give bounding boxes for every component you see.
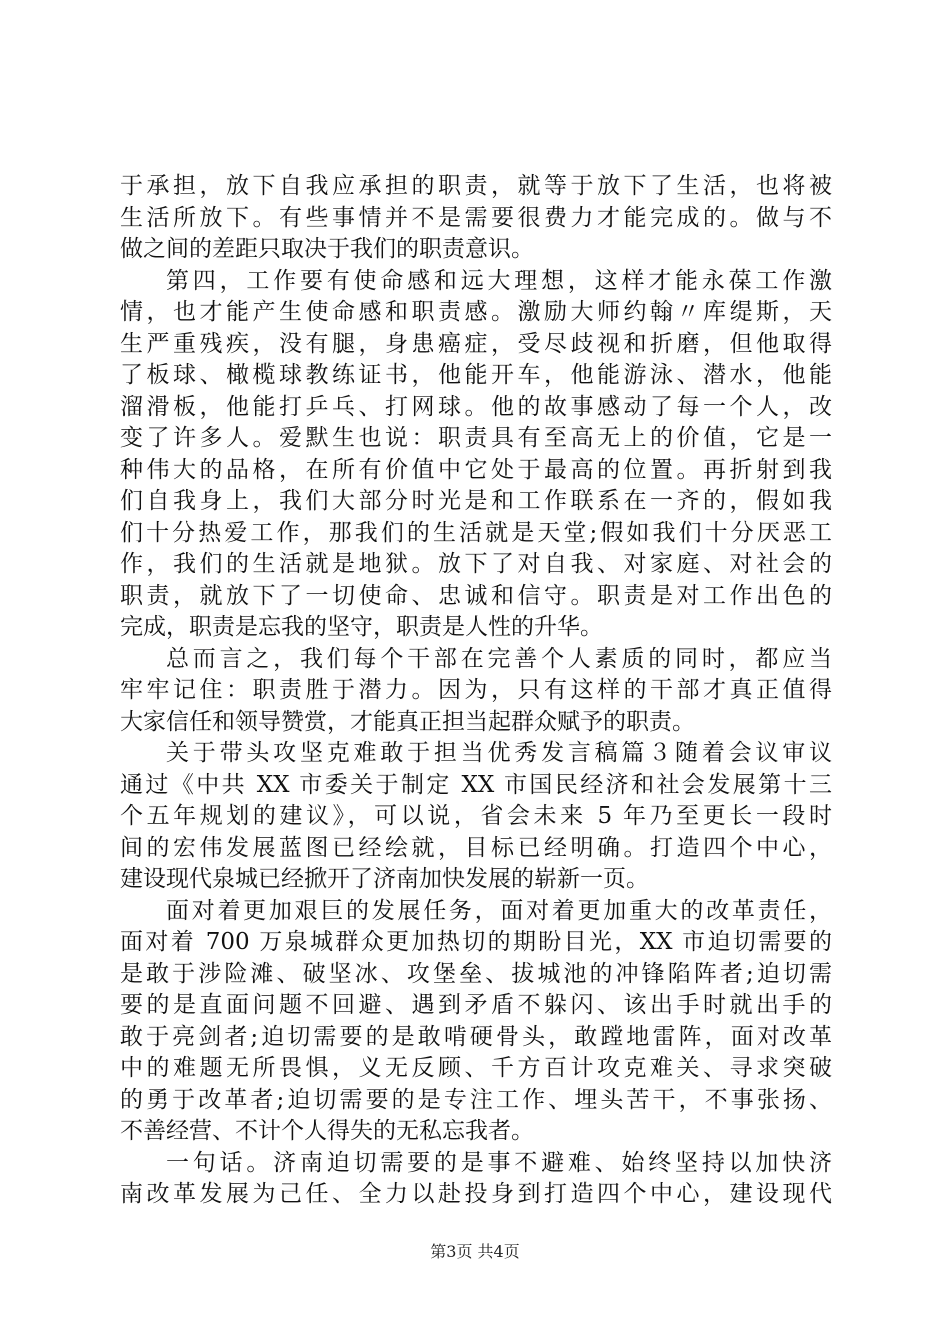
paragraph xyxy=(120,171,832,266)
text-line: 完成，职责是忘我的坚守，职责是人性的升华。 xyxy=(120,614,603,640)
paragraph xyxy=(120,1148,832,1211)
paragraph xyxy=(120,266,832,644)
text-line: 不善经营、不计个人得失的无私忘我者。 xyxy=(120,1118,534,1144)
text-line: 了板球、橄榄球教练证书，他能开车，他能游泳、潜水，他能 xyxy=(120,362,832,388)
text-line: 南改革发展为己任、全力以赴投身到打造四个中心，建设现代 xyxy=(120,1181,832,1207)
text-line: 间的宏伟发展蓝图已经绘就，目标已经明确。打造四个中心， xyxy=(120,834,832,861)
text-line: 做之间的差距只取决于我们的职责意识。 xyxy=(120,236,534,262)
paragraph xyxy=(120,644,832,739)
text-line: 大家信任和领导赞赏，才能真正担当起群众赋予的职责。 xyxy=(120,708,695,735)
text-line: 的勇于改革者;迫切需要的是专注工作、埋头苦干，不事张扬、 xyxy=(120,1086,832,1113)
text-line: 溜滑板，他能打乒乓、打网球。他的故事感动了每一个人，改 xyxy=(120,393,832,420)
text-line: 个五年规划的建议》，可以说，省会未来 5 年乃至更长一段时 xyxy=(120,803,832,829)
page-footer: 第3页 共4页 xyxy=(430,1242,520,1261)
text-line: 关于带头攻坚克难敢于担当优秀发言稿篇３随着会议审议 xyxy=(166,740,832,766)
document-body xyxy=(120,171,832,1211)
text-line: 面对着 700 万泉城群众更加热切的期盼目光，XX 市迫切需要的 xyxy=(120,929,832,955)
text-line: 通过《中共 XX 市委关于制定 XX 市国民经济和社会发展第十三 xyxy=(120,771,832,798)
text-line: 总而言之，我们每个干部在完善个人素质的同时，都应当 xyxy=(166,645,832,672)
text-line: 敢于亮剑者;迫切需要的是敢啃硬骨头，敢蹚地雷阵，面对改革 xyxy=(120,1023,832,1050)
text-line: 职责，就放下了一切使命、忠诚和信守。职责是对工作出色的 xyxy=(120,582,832,609)
text-line: 变了许多人。爱默生也说：职责具有至高无上的价值，它是一 xyxy=(120,425,832,451)
text-line: 面对着更加艰巨的发展任务，面对着更加重大的改革责任， xyxy=(166,897,832,924)
text-line: 作，我们的生活就是地狱。放下了对自我、对家庭、对社会的 xyxy=(120,551,832,577)
text-line: 一句话。济南迫切需要的是事不避难、始终坚持以加快济 xyxy=(166,1149,832,1176)
text-line: 生活所放下。有些事情并不是需要很费力才能完成的。做与不 xyxy=(120,204,832,231)
text-line: 于承担，放下自我应承担的职责，就等于放下了生活，也将被 xyxy=(120,173,832,199)
text-line: 情，也才能产生使命感和职责感。激励大师约翰〃库缇斯，天 xyxy=(120,299,832,325)
text-line: 牢牢记住：职责胜于潜力。因为，只有这样的干部才真正值得 xyxy=(120,677,832,703)
text-line: 是敢于涉险滩、破坚冰、攻堡垒、拔城池的冲锋陷阵者;迫切需 xyxy=(120,960,832,987)
text-line: 们十分热爱工作，那我们的生活就是天堂;假如我们十分厌恶工 xyxy=(120,519,832,546)
text-line: 种伟大的品格，在所有价值中它处于最高的位置。再折射到我 xyxy=(120,456,832,483)
paragraph xyxy=(120,738,832,896)
text-line: 中的难题无所畏惧，义无反顾、千方百计攻克难关、寻求突破 xyxy=(120,1055,832,1081)
text-line: 生严重残疾，没有腿，身患癌症，受尽歧视和折磨，但他取得 xyxy=(120,330,832,357)
paragraph xyxy=(120,896,832,1148)
text-line: 第四，工作要有使命感和远大理想，这样才能永葆工作激 xyxy=(166,267,832,294)
text-line: 们自我身上，我们大部分时光是和工作联系在一齐的，假如我 xyxy=(120,488,832,514)
text-line: 要的是直面问题不回避、遇到矛盾不躲闪、该出手时就出手的 xyxy=(120,992,832,1018)
text-line: 建设现代泉城已经掀开了济南加快发展的崭新一页。 xyxy=(120,866,649,892)
